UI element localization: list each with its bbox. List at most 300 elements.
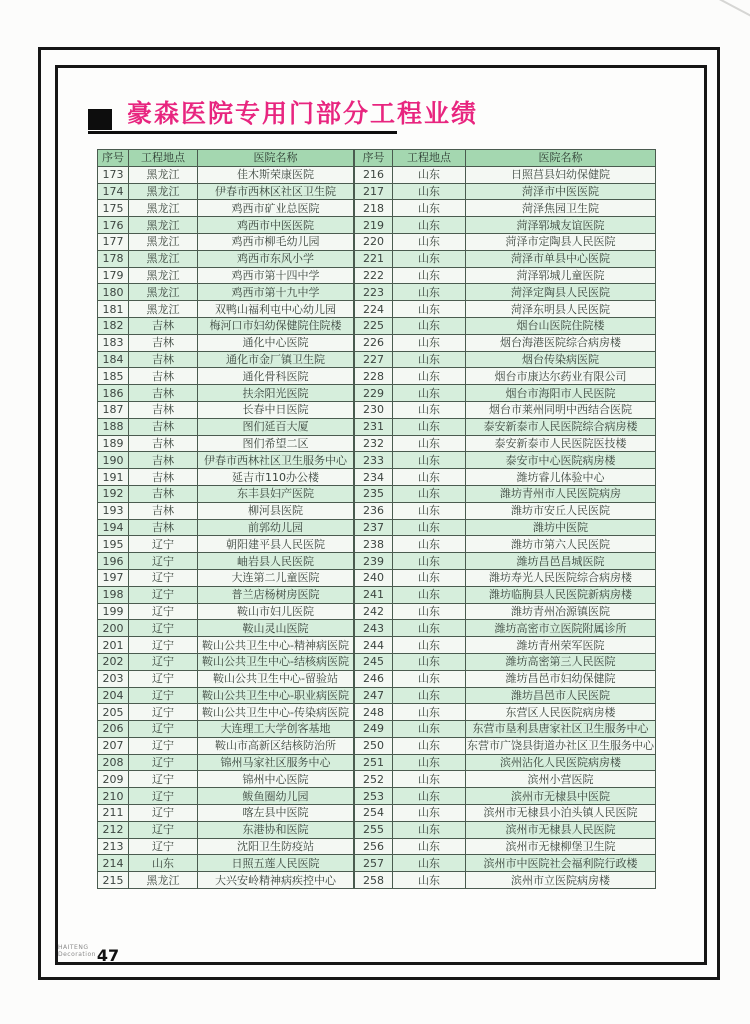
table-row [98, 788, 354, 805]
row-number-cell: 239 [355, 553, 393, 570]
location-cell: 山东 [393, 637, 466, 654]
location-cell: 山东 [393, 317, 466, 334]
hospital-name-cell: 岫岩县人民医院 [198, 553, 354, 570]
hospital-name-cell: 潍坊睿儿体验中心 [466, 469, 656, 486]
hospital-name-cell: 鞍山公共卫生中心-留验站 [198, 670, 354, 687]
location-cell: 黑龙江 [129, 183, 198, 200]
table-row [98, 586, 354, 603]
photo-edge-artifact [698, 0, 750, 31]
table-row [98, 805, 354, 822]
row-number-cell: 209 [98, 771, 129, 788]
table-row [98, 872, 354, 889]
row-number-cell: 241 [355, 586, 393, 603]
row-number-cell: 219 [355, 217, 393, 234]
row-number-cell: 222 [355, 267, 393, 284]
row-number-cell: 196 [98, 553, 129, 570]
hospital-name-cell: 潍坊高密第三人民医院 [466, 653, 656, 670]
row-number-cell: 179 [98, 267, 129, 284]
location-cell: 吉林 [129, 351, 198, 368]
project-table-right [354, 149, 656, 889]
location-cell: 黑龙江 [129, 284, 198, 301]
location-cell: 山东 [393, 788, 466, 805]
hospital-name-cell: 烟台传染病医院 [466, 351, 656, 368]
row-number-cell: 254 [355, 805, 393, 822]
table-row [98, 569, 354, 586]
hospital-name-cell: 通化中心医院 [198, 334, 354, 351]
row-number-cell: 180 [98, 284, 129, 301]
location-cell: 山东 [393, 687, 466, 704]
hospital-name-cell: 延吉市110办公楼 [198, 469, 354, 486]
table-row [98, 553, 354, 570]
location-cell: 山东 [393, 301, 466, 318]
location-cell: 山东 [393, 872, 466, 889]
location-cell: 黑龙江 [129, 250, 198, 267]
hospital-name-cell: 鸡西市东风小学 [198, 250, 354, 267]
table-row [355, 603, 656, 620]
row-number-cell: 248 [355, 704, 393, 721]
hospital-name-cell: 沈阳卫生防疫站 [198, 838, 354, 855]
row-number-cell: 200 [98, 620, 129, 637]
table-row [355, 385, 656, 402]
location-cell: 吉林 [129, 334, 198, 351]
hospital-name-cell: 潍坊临朐县人民医院新病房楼 [466, 586, 656, 603]
hospital-name-cell: 滨州市中医院社会福利院行政楼 [466, 855, 656, 872]
location-cell: 黑龙江 [129, 233, 198, 250]
table-row [98, 435, 354, 452]
table-row [98, 855, 354, 872]
row-number-cell: 253 [355, 788, 393, 805]
table-header-row [355, 150, 656, 167]
row-number-cell: 190 [98, 452, 129, 469]
table-row [355, 553, 656, 570]
location-cell: 辽宁 [129, 670, 198, 687]
hospital-name-cell: 潍坊高密市立医院附属诊所 [466, 620, 656, 637]
location-cell: 山东 [393, 334, 466, 351]
location-cell: 辽宁 [129, 586, 198, 603]
hospital-name-cell: 双鸭山福利屯中心幼儿园 [198, 301, 354, 318]
row-number-cell: 192 [98, 485, 129, 502]
hospital-name-cell: 大连第二儿童医院 [198, 569, 354, 586]
hospital-name-cell: 朝阳建平县人民医院 [198, 536, 354, 553]
title-bullet-square [88, 109, 112, 130]
location-cell: 辽宁 [129, 704, 198, 721]
hospital-name-cell: 鞍山市妇儿医院 [198, 603, 354, 620]
hospital-name-cell: 泰安市中心医院病房楼 [466, 452, 656, 469]
row-number-cell: 184 [98, 351, 129, 368]
location-cell: 辽宁 [129, 553, 198, 570]
hospital-name-cell: 菏泽焦园卫生院 [466, 200, 656, 217]
row-number-cell: 205 [98, 704, 129, 721]
hospital-name-cell: 潍坊青州荣军医院 [466, 637, 656, 654]
table-row [355, 536, 656, 553]
table-row [98, 737, 354, 754]
table-row [98, 334, 354, 351]
table-header-row [98, 150, 354, 167]
hospital-name-cell: 潍坊青州冶源镇医院 [466, 603, 656, 620]
table-row [98, 502, 354, 519]
hospital-name-cell: 菏泽市中医医院 [466, 183, 656, 200]
hospital-name-cell: 潍坊市第六人民医院 [466, 536, 656, 553]
table-row [98, 603, 354, 620]
location-cell: 辽宁 [129, 637, 198, 654]
hospital-name-cell: 滨州小营医院 [466, 771, 656, 788]
hospital-name-cell: 滨州市无棣县人民医院 [466, 821, 656, 838]
hospital-name-cell: 通化骨科医院 [198, 368, 354, 385]
hospital-name-cell: 滨州市无棣县小泊头镇人民医院 [466, 805, 656, 822]
location-cell: 山东 [393, 452, 466, 469]
hospital-name-cell: 东丰县妇产医院 [198, 485, 354, 502]
table-row [355, 183, 656, 200]
row-number-cell: 173 [98, 166, 129, 183]
table-row [355, 301, 656, 318]
hospital-name-cell: 潍坊青州市人民医院病房 [466, 485, 656, 502]
row-number-cell: 198 [98, 586, 129, 603]
table-row [98, 351, 354, 368]
table-row [355, 469, 656, 486]
hospital-name-cell: 鞍山公共卫生中心-精神病医院 [198, 637, 354, 654]
location-cell: 辽宁 [129, 838, 198, 855]
table-row [98, 233, 354, 250]
table-row [98, 284, 354, 301]
location-cell: 山东 [393, 653, 466, 670]
footer-brand [58, 944, 96, 958]
table-row [355, 687, 656, 704]
hospital-name-cell: 菏泽东明县人民医院 [466, 301, 656, 318]
location-cell: 山东 [393, 183, 466, 200]
table-row [98, 620, 354, 637]
row-number-cell: 216 [355, 166, 393, 183]
table-row [355, 586, 656, 603]
table-row [98, 200, 354, 217]
row-number-cell: 202 [98, 653, 129, 670]
row-number-cell: 175 [98, 200, 129, 217]
hospital-name-cell: 鞍山公共卫生中心-职业病医院 [198, 687, 354, 704]
location-cell: 山东 [393, 805, 466, 822]
location-cell: 辽宁 [129, 653, 198, 670]
row-number-cell: 201 [98, 637, 129, 654]
hospital-name-cell: 图们延百大厦 [198, 418, 354, 435]
row-number-cell: 249 [355, 721, 393, 738]
project-tables [97, 149, 656, 889]
hospital-name-cell: 菏泽市单县中心医院 [466, 250, 656, 267]
hospital-name-cell: 烟台市海阳市人民医院 [466, 385, 656, 402]
table-row [98, 754, 354, 771]
hospital-name-cell: 鞍山公共卫生中心-传染病医院 [198, 704, 354, 721]
location-cell: 山东 [393, 569, 466, 586]
hospital-name-cell: 烟台山医院住院楼 [466, 317, 656, 334]
location-cell: 山东 [393, 267, 466, 284]
row-number-cell: 245 [355, 653, 393, 670]
location-cell: 吉林 [129, 368, 198, 385]
table-row [98, 317, 354, 334]
location-cell: 黑龙江 [129, 200, 198, 217]
row-number-cell: 231 [355, 418, 393, 435]
location-cell: 山东 [393, 469, 466, 486]
table-row [98, 485, 354, 502]
table-row [98, 401, 354, 418]
hospital-name-cell: 柳河县医院 [198, 502, 354, 519]
location-cell: 辽宁 [129, 536, 198, 553]
hospital-name-cell: 泰安新泰市人民医院综合病房楼 [466, 418, 656, 435]
row-number-cell: 236 [355, 502, 393, 519]
hospital-name-cell: 梅河口市妇幼保健院住院楼 [198, 317, 354, 334]
location-cell: 吉林 [129, 452, 198, 469]
hospital-name-cell: 东营市垦利县唐家社区卫生服务中心 [466, 721, 656, 738]
location-cell: 山东 [393, 233, 466, 250]
table-row [355, 855, 656, 872]
table-row [355, 452, 656, 469]
location-cell: 山东 [393, 670, 466, 687]
table-row [355, 317, 656, 334]
row-number-cell: 224 [355, 301, 393, 318]
hospital-name-cell: 东营区人民医院病房楼 [466, 704, 656, 721]
location-cell: 吉林 [129, 385, 198, 402]
column-header-location: 工程地点 [393, 150, 466, 167]
hospital-name-cell: 滨州市无棣柳堡卫生院 [466, 838, 656, 855]
table-row [98, 183, 354, 200]
row-number-cell: 233 [355, 452, 393, 469]
hospital-name-cell: 鸡西市中医医院 [198, 217, 354, 234]
location-cell: 山东 [393, 586, 466, 603]
hospital-name-cell: 鸡西市柳毛幼儿园 [198, 233, 354, 250]
table-row [98, 687, 354, 704]
row-number-cell: 220 [355, 233, 393, 250]
location-cell: 山东 [393, 519, 466, 536]
table-row [355, 368, 656, 385]
project-table-left [97, 149, 354, 889]
row-number-cell: 238 [355, 536, 393, 553]
table-row [98, 166, 354, 183]
row-number-cell: 185 [98, 368, 129, 385]
hospital-name-cell: 鸡西市矿业总医院 [198, 200, 354, 217]
row-number-cell: 203 [98, 670, 129, 687]
location-cell: 黑龙江 [129, 267, 198, 284]
row-number-cell: 217 [355, 183, 393, 200]
hospital-name-cell: 菏泽定陶县人民医院 [466, 284, 656, 301]
column-header-no: 序号 [98, 150, 129, 167]
row-number-cell: 251 [355, 754, 393, 771]
table-row [355, 284, 656, 301]
location-cell: 山东 [393, 721, 466, 738]
hospital-name-cell: 伊春市西林区社区卫生院 [198, 183, 354, 200]
location-cell: 辽宁 [129, 687, 198, 704]
footer-brand-line2: Decoration [58, 951, 96, 958]
row-number-cell: 257 [355, 855, 393, 872]
table-row [98, 670, 354, 687]
location-cell: 辽宁 [129, 569, 198, 586]
table-row [98, 519, 354, 536]
row-number-cell: 247 [355, 687, 393, 704]
table-row [98, 838, 354, 855]
table-row [355, 653, 656, 670]
table-row [355, 788, 656, 805]
table-row [98, 301, 354, 318]
hospital-name-cell: 鸡西市第十四中学 [198, 267, 354, 284]
hospital-name-cell: 泰安新泰市人民医院医技楼 [466, 435, 656, 452]
hospital-name-cell: 大连理工大学创客基地 [198, 721, 354, 738]
row-number-cell: 215 [98, 872, 129, 889]
table-row [355, 721, 656, 738]
row-number-cell: 242 [355, 603, 393, 620]
hospital-name-cell: 滨州沾化人民医院病房楼 [466, 754, 656, 771]
row-number-cell: 225 [355, 317, 393, 334]
location-cell: 吉林 [129, 317, 198, 334]
hospital-name-cell: 喀左县中医院 [198, 805, 354, 822]
hospital-name-cell: 图们希望二区 [198, 435, 354, 452]
location-cell: 辽宁 [129, 821, 198, 838]
location-cell: 辽宁 [129, 737, 198, 754]
table-row [355, 250, 656, 267]
location-cell: 山东 [393, 351, 466, 368]
location-cell: 山东 [393, 603, 466, 620]
row-number-cell: 230 [355, 401, 393, 418]
location-cell: 辽宁 [129, 754, 198, 771]
location-cell: 山东 [393, 217, 466, 234]
table-row [355, 569, 656, 586]
row-number-cell: 208 [98, 754, 129, 771]
row-number-cell: 177 [98, 233, 129, 250]
table-row [98, 821, 354, 838]
hospital-name-cell: 菏泽郓城友谊医院 [466, 217, 656, 234]
location-cell: 山东 [393, 418, 466, 435]
row-number-cell: 213 [98, 838, 129, 855]
row-number-cell: 227 [355, 351, 393, 368]
footer-brand-line1: HAITENG [58, 944, 89, 951]
hospital-name-cell: 菏泽市定陶县人民医院 [466, 233, 656, 250]
location-cell: 山东 [393, 855, 466, 872]
table-row [355, 435, 656, 452]
row-number-cell: 195 [98, 536, 129, 553]
table-row [355, 737, 656, 754]
row-number-cell: 229 [355, 385, 393, 402]
row-number-cell: 207 [98, 737, 129, 754]
location-cell: 黑龙江 [129, 166, 198, 183]
hospital-name-cell: 潍坊昌邑昌城医院 [466, 553, 656, 570]
hospital-name-cell: 菏泽郓城儿童医院 [466, 267, 656, 284]
location-cell: 山东 [393, 250, 466, 267]
hospital-name-cell: 鞍山公共卫生中心-结核病医院 [198, 653, 354, 670]
hospital-name-cell: 鲅鱼圈幼儿园 [198, 788, 354, 805]
row-number-cell: 178 [98, 250, 129, 267]
row-number-cell: 183 [98, 334, 129, 351]
row-number-cell: 194 [98, 519, 129, 536]
location-cell: 黑龙江 [129, 217, 198, 234]
location-cell: 吉林 [129, 435, 198, 452]
row-number-cell: 252 [355, 771, 393, 788]
table-row [98, 771, 354, 788]
hospital-name-cell: 东港协和医院 [198, 821, 354, 838]
row-number-cell: 181 [98, 301, 129, 318]
row-number-cell: 223 [355, 284, 393, 301]
table-row [355, 620, 656, 637]
location-cell: 辽宁 [129, 805, 198, 822]
table-row [355, 200, 656, 217]
row-number-cell: 176 [98, 217, 129, 234]
location-cell: 黑龙江 [129, 872, 198, 889]
row-number-cell: 193 [98, 502, 129, 519]
location-cell: 辽宁 [129, 721, 198, 738]
table-row [355, 334, 656, 351]
row-number-cell: 206 [98, 721, 129, 738]
location-cell: 山东 [393, 435, 466, 452]
row-number-cell: 199 [98, 603, 129, 620]
row-number-cell: 212 [98, 821, 129, 838]
location-cell: 黑龙江 [129, 301, 198, 318]
row-number-cell: 258 [355, 872, 393, 889]
hospital-name-cell: 滨州市无棣县中医院 [466, 788, 656, 805]
row-number-cell: 250 [355, 737, 393, 754]
location-cell: 辽宁 [129, 771, 198, 788]
location-cell: 吉林 [129, 401, 198, 418]
row-number-cell: 235 [355, 485, 393, 502]
hospital-name-cell: 东营市广饶县街道办社区卫生服务中心 [467, 739, 654, 753]
hospital-name-cell: 日照莒县妇幼保健院 [466, 166, 656, 183]
row-number-cell: 228 [355, 368, 393, 385]
table-row [355, 166, 656, 183]
hospital-name-cell: 扶余阳光医院 [198, 385, 354, 402]
hospital-name-cell: 佳木斯荣康医院 [198, 166, 354, 183]
table-row [355, 267, 656, 284]
row-number-cell: 244 [355, 637, 393, 654]
table-row [355, 351, 656, 368]
hospital-name-cell: 烟台市莱州同明中西结合医院 [466, 401, 656, 418]
location-cell: 吉林 [129, 418, 198, 435]
hospital-name-cell: 锦州中心医院 [198, 771, 354, 788]
row-number-cell: 237 [355, 519, 393, 536]
location-cell: 山东 [393, 754, 466, 771]
table-row [355, 502, 656, 519]
column-header-name: 医院名称 [198, 150, 354, 167]
table-row [355, 754, 656, 771]
table-row [98, 721, 354, 738]
location-cell: 吉林 [129, 485, 198, 502]
row-number-cell: 188 [98, 418, 129, 435]
location-cell: 山东 [393, 821, 466, 838]
row-number-cell: 204 [98, 687, 129, 704]
table-row [355, 418, 656, 435]
hospital-name-cell: 大兴安岭精神病疾控中心 [198, 872, 354, 889]
row-number-cell: 186 [98, 385, 129, 402]
hospital-name-cell: 鞍山灵山医院 [198, 620, 354, 637]
row-number-cell: 234 [355, 469, 393, 486]
row-number-cell: 246 [355, 670, 393, 687]
page-title: 豪森医院专用门部分工程业绩 [127, 99, 479, 128]
location-cell: 吉林 [129, 469, 198, 486]
row-number-cell: 174 [98, 183, 129, 200]
location-cell: 山东 [393, 838, 466, 855]
page-footer [58, 944, 119, 965]
location-cell: 山东 [393, 368, 466, 385]
table-row [98, 418, 354, 435]
location-cell: 山东 [393, 553, 466, 570]
location-cell: 山东 [393, 771, 466, 788]
location-cell: 山东 [393, 200, 466, 217]
table-row [98, 469, 354, 486]
hospital-name-cell: 前郭幼儿园 [198, 519, 354, 536]
location-cell: 山东 [393, 284, 466, 301]
table-row [355, 519, 656, 536]
hospital-name-cell: 潍坊昌邑市人民医院 [466, 687, 656, 704]
row-number-cell: 187 [98, 401, 129, 418]
row-number-cell: 226 [355, 334, 393, 351]
table-row [355, 233, 656, 250]
column-header-location: 工程地点 [129, 150, 198, 167]
hospital-name-cell: 鞍山市高新区结核防治所 [198, 737, 354, 754]
table-row [98, 368, 354, 385]
location-cell: 山东 [393, 737, 466, 754]
row-number-cell: 191 [98, 469, 129, 486]
table-row [355, 637, 656, 654]
